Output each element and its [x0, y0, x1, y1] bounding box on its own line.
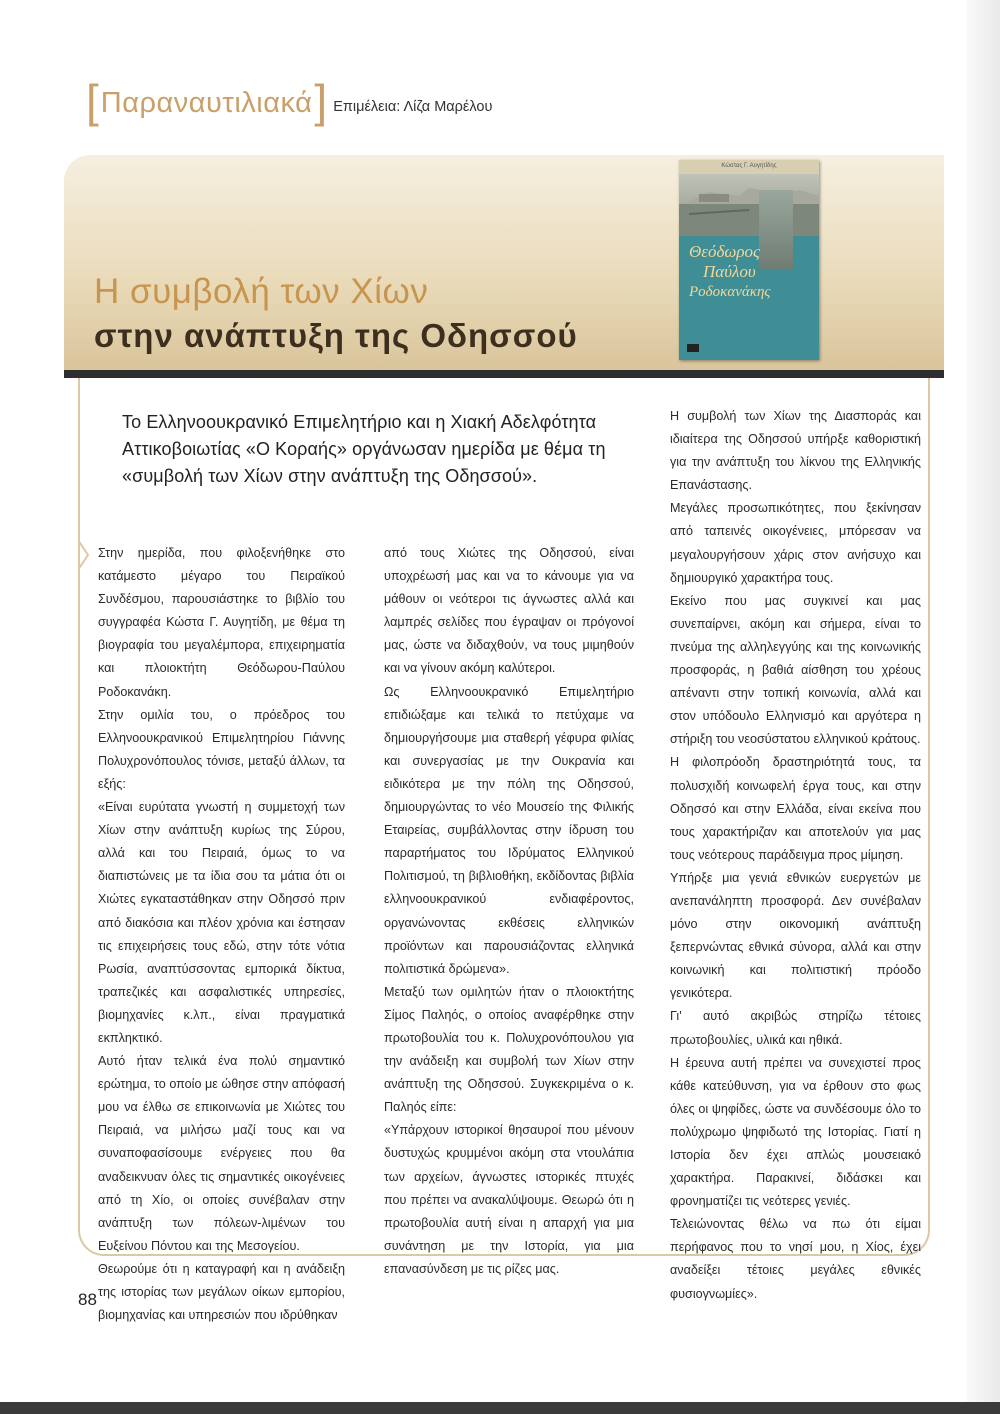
book-title-line2: Παύλου [703, 262, 756, 281]
paragraph: Γι' αυτό ακριβώς στηρίζω τέτοιες πρωτοβουλίες, υλικά και ηθικά. [670, 1009, 921, 1047]
paragraph: «Είναι ευρύτατα γνωστή η συμμετοχή των Χίων στην ανάπτυξη κυρίως της Σύρου, αλλά και του Πειραιά, όμως το να διαπιστώνεις με τα ίδια σου τα μάτια ότι οι Χιώτες εγκαταστάθηκαν στην Οδησσό πριν από διακόσια και πλέον χρόνια και έστησαν τις επιχειρήσεις τους εδώ, στην τότε νότια Ρωσία, αναπτύσσοντας εμπορικά δίκτυα, τραπεζικές και ασφαλιστικές υπηρεσίες, βιομηχανίες κ.λπ., είναι πραγματικά εκπληκτικό. [98, 800, 345, 1045]
book-harbor-photo [679, 174, 819, 236]
paragraph: Τελειώνοντας θέλω να πω ότι είμαι περήφανος που το νησί μου, η Χίος, έχει αναδείξει τέτοιες μεγάλες εθνικές φυσιογνωμίες». [670, 1217, 921, 1301]
article-title-line2: στην ανάπτυξη της Οδησσού [94, 317, 578, 354]
paragraph: Εκείνο που μας συγκινεί και μας συνεπαίρνει, ακόμη και σήμερα, είναι το πνεύμα της αλληλεγγύης και της κοινωνικής προσφοράς, η βαθιά αίσθηση του χρέους απέναντι στην τοπική κοινωνία, αλλά και στον υπόδουλο Ελληνισμό και αργότερα η στήριξη του νεοσύστατου ελληνικού κράτους. [670, 593, 921, 747]
paragraph: Μεγάλες προσωπικότητες, που ξεκίνησαν από ταπεινές οικογένειες, μπόρεσαν να μεγαλουργήσουν χάρις στον ανήσυχο και δημιουργικό χαρακτήρα τους. [670, 501, 921, 585]
paragraph: Στην ομιλία του, ο πρόεδρος του Ελληνοουκρανικού Επιμελητηρίου Γιάννης Πολυχρονόπουλος τόνισε, μεταξύ άλλων, τα εξής: [98, 707, 345, 791]
paragraph: Αυτό ήταν τελικά ένα πολύ σημαντικό ερώτημα, το οποίο με ώθησε στην απόφασή μου να έλθω σε επικοινωνία με Χιώτες του Πειραιά, να μιλήσω μαζί τους και να συναποφασίσουμε ενέργειες που θα αναδεικνυαν όλες τις σημαντικές οικογένειες από τη Χίο, οι οποίες συνέβαλαν στην ανάπτυξη των πόλεων-λιμένων του Ευξείνου Πόντου και της Μεσογείου. [98, 1054, 345, 1253]
paragraph: Ως Ελληνοουκρανικό Επιμελητήριο επιδιώξαμε και τελικά το πετύχαμε να δημιουργήσουμε μια σταθερή γέφυρα φιλίας και συνεργασίας με την Ουκρανία και ειδικότερα με την πόλη της Οδησσού, δημιουργώντας το νέο Μουσείο της Φιλικής Εταιρείας, συμβάλλοντας στην ίδρυση του παραρτήματος του Ιδρύματος Ελληνικού Πολιτισμού, τη βιβλιοθήκη, εκδίδοντας βιβλία ελληνοουκρανικού ενδιαφέροντος, οργανώνοντας εκθέσεις ελληνικών προϊόντων και παρουσιάζοντας ελληνικά πολιτιστικά δρώμενα». [384, 684, 634, 976]
section-header [86, 76, 492, 126]
article-title-line1: Η συμβολή των Χίων [94, 272, 429, 311]
page-number: 88 [78, 1290, 97, 1309]
bottom-bar [0, 1402, 1000, 1414]
harbor-illustration [679, 174, 819, 236]
book-cover-image [679, 160, 819, 360]
column-1 [98, 542, 345, 1327]
paragraph: από τους Χιώτες της Οδησσού, είναι υποχρέωσή μας και να το κάνουμε για να μάθουν οι νεότεροι τις άγνωστες αλλά και λαμπρές σελίδες που έγραψαν οι πρόγονοί μας, ώστε να διδαχθούν, να τους μιμηθούν και να γίνουν ακόμη καλύτεροι. [384, 546, 634, 676]
book-title-line1: Θεόδωρος [689, 242, 760, 261]
frame-notch-icon [78, 540, 92, 570]
paragraph: Υπήρξε μια γενιά εθνικών ευεργετών με ανεπανάληπτη προσφορά. Δεν συνέβαλαν μόνο στην οικονομική ανάπτυξη ξεπερνώντας εθνικά σύνορα, αλλά και στην κοινωνική και πολιτιστική πρόοδο γενικότερα. [670, 870, 921, 1001]
column-2 [384, 542, 634, 1281]
book-title-line3: Ροδοκανάκης [689, 284, 771, 300]
book-author: Κώστας Γ. Αυγητίδης [721, 163, 777, 169]
paragraph: Στην ημερίδα, που φιλοξενήθηκε στο κατάμεστο μέγαρο του Πειραϊκού Συνδέσμου, παρουσιάστηκε το βιβλίο του συγγραφέα Κώστα Γ. Αυγητίδη, με θέμα τη βιογραφία του μεγαλέμπορα, επιχειρηματία και πλοιοκτήτη Θεόδωρου-Παύλου Ροδοκανάκη. [98, 546, 345, 699]
close-bracket: ] [314, 75, 328, 127]
paragraph: «Υπάρχουν ιστορικοί θησαυροί που μένουν δυστυχώς κρυμμένοι ακόμη στα ντουλάπια των αρχείων, άγνωστες ιστορικές πτυχές που πρέπει να ανακαλύψουμε. Θεωρώ ότι η πρωτοβουλία αυτή είναι η απαρχή για μια συνάντηση με την Ιστορία, για μια επανασύνδεση με τις ρίζες μας. [384, 1123, 634, 1276]
paragraph: Η έρευνα αυτή πρέπει να συνεχιστεί προς κάθε κατεύθυνση, για να έρθουν στο φως όλες οι ψηφίδες, ώστε να συνδέσουμε όλο το πολύχρωμο ψηφιδωτό της Ιστορίας. Γιατί η Ιστορία δεν έχει απλώς μουσειακό χαρακτήρα. Παρακινεί, διδάσκει και φρονηματίζει τις νεότερες γενιές. [670, 1055, 921, 1209]
paragraph: Η φιλοπρόοδη δραστηριότητά τους, τα πολυσχιδή κοινωφελή έργα τους, και στην Οδησσό και στην Ελλάδα, είναι εκείνα που τους χαρακτήριζαν και αποτελούν για μας τους νεότερους παράδειγμα προς μίμηση. [670, 755, 921, 862]
article-lead: Το Ελληνοουκρανικό Επιμελητήριο και η Χιακή Αδελφότητα Αττικοβοιωτίας «Ο Κοραής» οργάνωσαν ημερίδα με θέμα τη «συμβολή των Χίων στην ανάπτυξη της Οδησσού». [122, 412, 606, 486]
publisher-logo [687, 344, 699, 352]
paragraph: Θεωρούμε ότι η καταγραφή και η ανάδειξη της ιστορίας των μεγάλων οίκων εμπορίου, βιομηχανίας και υπηρεσιών που ιδρύθηκαν [98, 1261, 345, 1323]
book-title [689, 242, 817, 302]
paragraph: Μεταξύ των ομιλητών ήταν ο πλοιοκτήτης Σίμος Παληός, ο οποίος αναφέρθηκε στην πρωτοβουλία του κ. Πολυχρονόπουλου για την ανάδειξη και συμβολή των Χίων στην ανάπτυξη της Οδησσού. Συγκεκριμένα ο κ. Παληός είπε: [384, 984, 634, 1115]
section-title: Παραναυτιλιακά [100, 86, 313, 119]
paragraph: Η συμβολή των Χίων της Διασποράς και ιδιαίτερα της Οδησσού υπήρξε καθοριστική για την ανάπτυξη του λίκνου της Ελληνικής Επανάστασης. [670, 409, 921, 493]
banner-divider [64, 370, 944, 378]
curator-credit: Επιμέλεια: Λίζα Μαρέλου [333, 99, 493, 115]
open-bracket: [ [86, 75, 99, 127]
page-edge [966, 0, 1000, 1414]
column-3 [670, 405, 921, 1306]
